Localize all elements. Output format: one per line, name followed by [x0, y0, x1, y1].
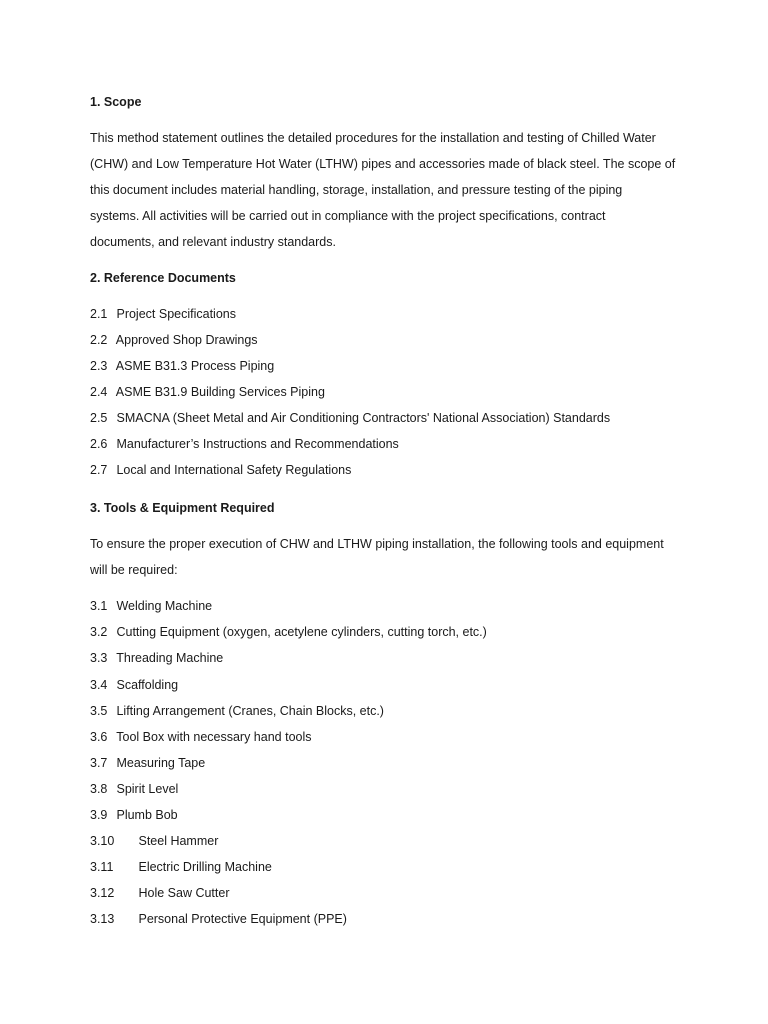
- list-item: [90, 703, 384, 719]
- list-item-text: Personal Protective Equipment (PPE): [138, 912, 347, 926]
- list-item-number: 3.4: [90, 678, 108, 692]
- list-item: [90, 833, 218, 849]
- list-item: [90, 677, 178, 693]
- list-item-text: Cutting Equipment (oxygen, acetylene cylinders, cutting torch, etc.): [116, 625, 487, 639]
- list-item: [90, 781, 178, 797]
- list-item-number: 3.12: [90, 886, 115, 900]
- list-item-number: 3.2: [90, 625, 108, 639]
- list-item: [90, 885, 230, 901]
- list-item: [90, 650, 223, 666]
- tools-paragraph-line: To ensure the proper execution of CHW and LTHW piping installation, the following tools and equipment: [90, 537, 664, 551]
- list-item-number: 3.7: [90, 756, 108, 770]
- list-item: [90, 807, 178, 823]
- section-heading-scope: 1. Scope: [90, 95, 142, 109]
- list-item-number: 2.7: [90, 463, 108, 477]
- scope-paragraph-line: This method statement outlines the detailed procedures for the installation and testing of Chilled Water: [90, 131, 656, 145]
- list-item-number: 3.5: [90, 704, 108, 718]
- list-item: [90, 410, 610, 426]
- scope-paragraph-line: documents, and relevant industry standards.: [90, 235, 336, 249]
- list-item-number: 2.1: [90, 307, 108, 321]
- scope-paragraph-line: this document includes material handling, storage, installation, and pressure testing of the piping: [90, 183, 623, 197]
- list-item-number: 2.4: [90, 385, 108, 399]
- list-item-text: Welding Machine: [116, 599, 213, 613]
- list-item-text: ASME B31.9 Building Services Piping: [115, 385, 325, 399]
- list-item-text: ASME B31.3 Process Piping: [115, 359, 275, 373]
- list-item: [90, 624, 487, 640]
- list-item-number: 3.8: [90, 782, 108, 796]
- list-item-number: 3.11: [90, 860, 114, 874]
- scope-paragraph-line: systems. All activities will be carried out in compliance with the project specifications, contract: [90, 209, 606, 223]
- list-item: [90, 598, 212, 614]
- list-item-text: Scaffolding: [116, 678, 179, 692]
- list-item-number: 2.5: [90, 411, 108, 425]
- scope-paragraph-line: (CHW) and Low Temperature Hot Water (LTHW) pipes and accessories made of black steel. The scope of: [90, 157, 676, 171]
- list-item-text: Project Specifications: [116, 307, 236, 321]
- list-item-number: 3.13: [90, 912, 115, 926]
- list-item-number: 3.1: [90, 599, 108, 613]
- list-item-text: Hole Saw Cutter: [138, 886, 230, 900]
- list-item-number: 3.10: [90, 834, 115, 848]
- list-item: [90, 436, 399, 452]
- list-item-text: Local and International Safety Regulations: [116, 463, 352, 477]
- list-item-text: Steel Hammer: [138, 834, 219, 848]
- list-item-text: Electric Drilling Machine: [138, 860, 272, 874]
- list-item: [90, 384, 325, 400]
- list-item-text: Lifting Arrangement (Cranes, Chain Blocks, etc.): [116, 704, 384, 718]
- list-item-text: Plumb Bob: [116, 808, 178, 822]
- list-item: [90, 729, 312, 745]
- list-item-text: Approved Shop Drawings: [115, 333, 258, 347]
- list-item-number: 2.3: [90, 359, 108, 373]
- list-item: [90, 306, 236, 322]
- list-item-text: SMACNA (Sheet Metal and Air Conditioning Contractors' National Association) Standards: [116, 411, 611, 425]
- list-item-text: Tool Box with necessary hand tools: [116, 730, 312, 744]
- list-item: [90, 859, 272, 875]
- list-item-number: 3.9: [90, 808, 108, 822]
- list-item-text: Spirit Level: [116, 782, 179, 796]
- list-item-number: 3.3: [90, 651, 108, 665]
- list-item: [90, 755, 205, 771]
- list-item: [90, 358, 274, 374]
- section-heading-reference-documents: 2. Reference Documents: [90, 271, 236, 285]
- section-heading-tools-equipment: 3. Tools & Equipment Required: [90, 501, 275, 515]
- list-item-number: 2.6: [90, 437, 108, 451]
- list-item: [90, 332, 258, 348]
- list-item-text: Measuring Tape: [116, 756, 206, 770]
- list-item-number: 3.6: [90, 730, 108, 744]
- list-item-text: Threading Machine: [116, 651, 224, 665]
- list-item-text: Manufacturer’s Instructions and Recommendations: [116, 437, 399, 451]
- tools-paragraph-line: will be required:: [90, 563, 178, 577]
- list-item: [90, 911, 347, 927]
- list-item: [90, 462, 351, 478]
- list-item-number: 2.2: [90, 333, 108, 347]
